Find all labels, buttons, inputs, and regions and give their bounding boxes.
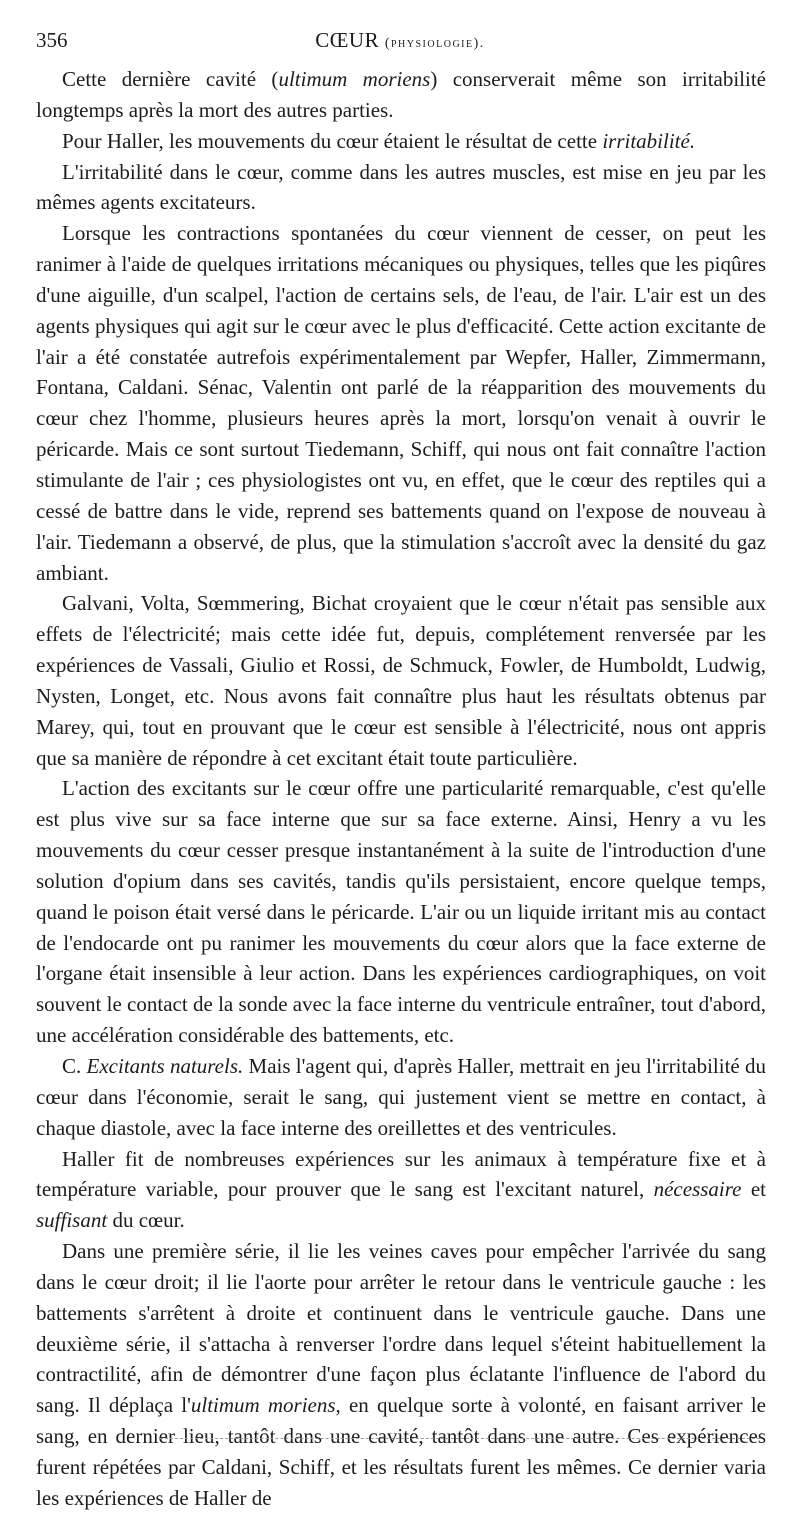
text-run: et bbox=[741, 1177, 766, 1202]
text-run: Galvani, Volta, Sœmmering, Bichat croyaient que le cœur n'était pas sensible aux effets de l'électricité; mais cette idée fut, depuis, complétement renversée par les expériences de Vassali, Giulio et Rossi, de Schmuck, Fowler, de Humboldt, Ludwig, Nysten, Longet, etc. Nous avons fait connaître plus haut les résultats obtenus par Marey, qui, tout en prouvant que le cœur est sensible à l'électricité, nous ont appris que sa manière de répondre à cet excitant était toute particulière. bbox=[36, 591, 766, 770]
paragraph bbox=[36, 157, 766, 219]
paragraph bbox=[36, 1236, 766, 1514]
paragraph bbox=[36, 126, 766, 157]
text-run: ) conserverait même son irritabilité longtemps après la mort des autres parties. bbox=[36, 67, 767, 122]
text-run: Pour Haller, les mouvements du cœur étaient le résultat de cette bbox=[62, 128, 603, 153]
text-run: du cœur. bbox=[107, 1208, 185, 1233]
text-run: Cette dernière cavité ( bbox=[62, 67, 279, 91]
text-run: Dans une première série, il lie les veines caves pour empêcher l'arrivée du sang dans le cœur droit; il lie l'aorte pour arrêter le retour dans le ventricule gauche : les battements s'arrêtent à droite et continuent dans le ventricule gauche. Dans une deuxième série, il s'attacha à renverser l'ordre dans lequel s'éteint habituellement la contractilité, afin de démontrer d'une façon plus éclatante l'influence de l'abord du sang. Il déplaça l' bbox=[36, 1239, 766, 1418]
paragraph bbox=[36, 1051, 766, 1144]
page-number: 356 bbox=[36, 28, 68, 52]
paragraph bbox=[36, 64, 766, 126]
running-head bbox=[36, 24, 764, 60]
text-run: L'irritabilité dans le cœur, comme dans les autres muscles, est mise en jeu par les mêmes agents excitateurs. bbox=[36, 159, 766, 215]
text-run: , en quelque sorte à volonté, en faisant arriver le sang, en dernier lieu, tantôt dans une cavité, tantôt dans une autre. Ces expériences furent répétées par Caldani, Schiff, et les résultats furent les mêmes. Ce dernier varia les expériences de Haller de bbox=[36, 1393, 767, 1510]
text-run: C. bbox=[62, 1054, 87, 1078]
italic-text: ultimum moriens bbox=[278, 67, 431, 91]
paragraph bbox=[36, 588, 766, 773]
bottom-bleed-marks bbox=[160, 1438, 760, 1443]
running-head-main: CŒUR bbox=[315, 28, 380, 52]
text-run: Mais l'agent qui, d'après Haller, mettrait en jeu l'irritabilité du cœur dans l'économie, serait le sang, qui justement vient se mettre en contact, à chaque diastole, avec la face interne des oreillettes et des ventricules. bbox=[36, 1054, 766, 1140]
italic-text: nécessaire bbox=[653, 1177, 742, 1202]
page-header bbox=[36, 24, 764, 56]
italic-text: irritabilité. bbox=[602, 128, 696, 153]
text-run: L'action des excitants sur le cœur offre une particularité remarquable, c'est qu'elle est plus vive sur sa face interne que sur sa face externe. Ainsi, Henry a vu les mouvements du cœur cesser presque instantanément à la suite de l'introduction d'une solution d'opium dans ses cavités, tandis qu'ils persistaient, encore quelque temps, quand le poison était versé dans le péricarde. L'air ou un liquide irritant mis au contact de l'endocarde ont pu ranimer les mouvements du cœur alors que la face externe de l'organe était insensible à leur action. Dans les expériences cardiographiques, on voit souvent le contact de la sonde avec la face interne du ventricule entraîner, tout d'abord, une accélération considérable des battements, etc. bbox=[36, 776, 766, 1048]
italic-text: suffisant bbox=[36, 1208, 108, 1233]
italic-text: Excitants naturels. bbox=[86, 1054, 244, 1078]
text-run: Lorsque les contractions spontanées du cœur viennent de cesser, on peut les ranimer à l'aide de quelques irritations mécaniques ou physiques, telles que les piqûres d'une aiguille, d'un scalpel, l'action de certains sels, de l'eau, de l'air. L'air est un des agents physiques qui agit sur le cœur avec le plus d'efficacité. Cette action excitante de l'air a été constatée autrefois expérimentalement par Wepfer, Haller, Zimmermann, Fontana, Caldani. Sénac, Valentin ont parlé de la réapparition des mouvements du cœur chez l'homme, plusieurs heures après la mort, lorsqu'on venait à ouvrir le péricarde. Mais ce sont surtout Tiedemann, Schiff, qui nous ont fait connaître l'action stimulante de l'air ; ces physiologistes ont vu, en effet, que le cœur des reptiles qui a cessé de battre dans le vide, reprend ses battements quand on l'expose de nouveau à l'air. Tiedemann a observé, de plus, que la stimulation s'accroît avec la densité du gaz ambiant. bbox=[36, 221, 766, 585]
paragraph bbox=[36, 218, 766, 588]
paragraph bbox=[36, 1144, 766, 1237]
paragraph bbox=[36, 773, 766, 1051]
text-body bbox=[36, 64, 766, 1514]
text-run: Haller fit de nombreuses expériences sur les animaux à température fixe et à température variable, pour prouver que le sang est l'excitant naturel, bbox=[36, 1146, 766, 1202]
italic-text: ultimum moriens bbox=[190, 1393, 336, 1418]
running-head-sub: (physiologie). bbox=[384, 36, 485, 51]
